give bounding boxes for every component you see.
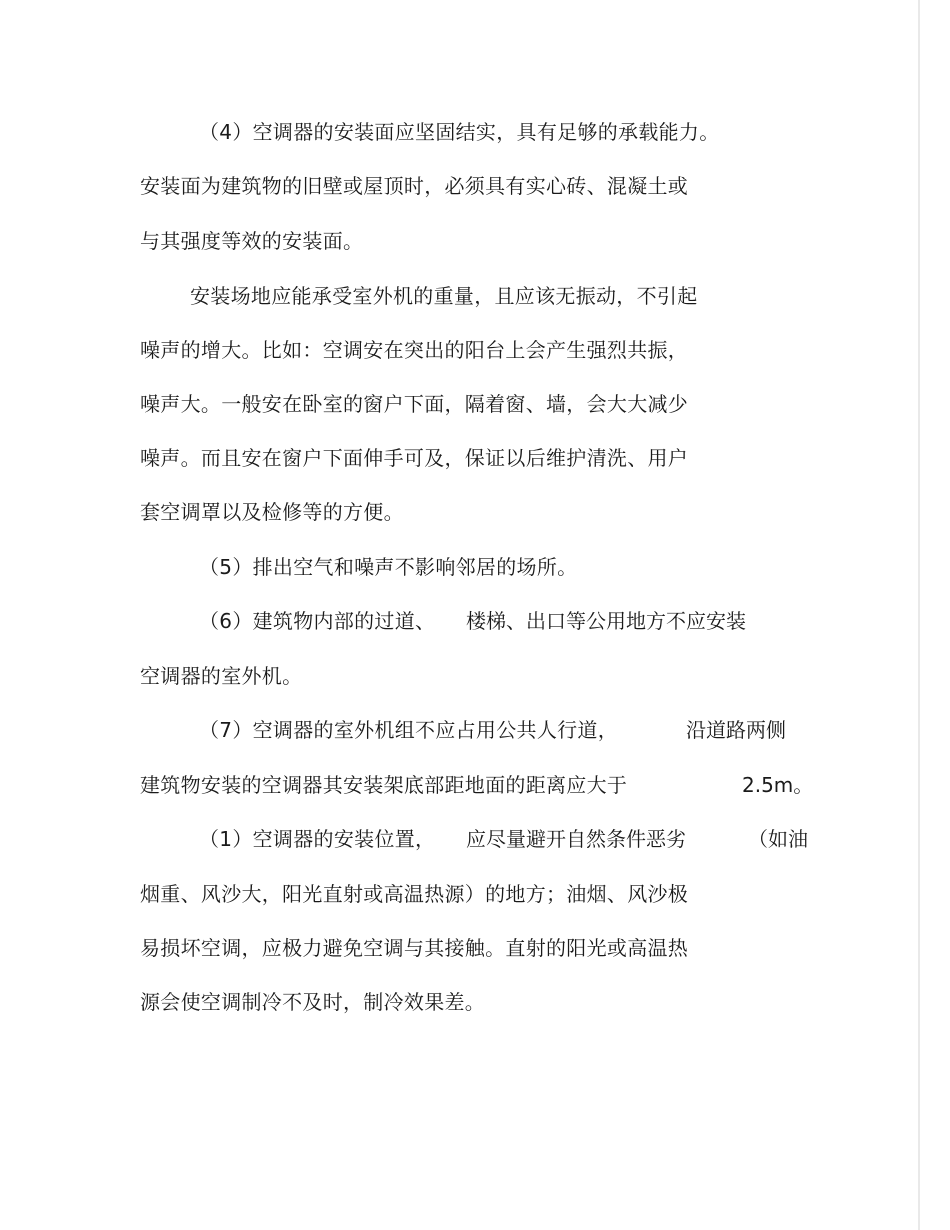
paragraph-1-line-1c: （如油: [748, 827, 808, 851]
paragraph-6-line-1a: （6）建筑物内部的过道、: [199, 609, 436, 633]
page-edge-divider: [918, 0, 920, 1230]
paragraph-1-line-1a: （1）空调器的安装位置，: [199, 827, 436, 851]
paragraph-1-line-3: 易损坏空调，应极力避免空调与其接触。直射的阳光或高温热: [140, 936, 689, 960]
paragraph-site-line-1: 安装场地应能承受室外机的重量，且应该无振动，不引起: [190, 284, 698, 308]
paragraph-6-line-2: 空调器的室外机。: [140, 664, 303, 688]
paragraph-site-line-5: 套空调罩以及检修等的方便。: [140, 500, 404, 524]
paragraph-1-line-4: 源会使空调制冷不及时，制冷效果差。: [140, 990, 486, 1014]
paragraph-7-line-1b: 沿道路两侧: [686, 718, 786, 742]
paragraph-4-line-2: 安装面为建筑物的旧壁或屋顶时，必须具有实心砖、混凝土或: [140, 174, 689, 198]
paragraph-7-line-1a: （7）空调器的室外机组不应占用公共人行道，: [199, 718, 619, 742]
paragraph-7-line-2a: 建筑物安装的空调器其安装架底部距地面的距离应大于: [140, 773, 628, 797]
paragraph-site-line-3: 噪声大。一般安在卧室的窗户下面，隔着窗、墙，会大大减少: [140, 392, 689, 416]
paragraph-1-line-2: 烟重、风沙大，阳光直射或高温热源）的地方；油烟、风沙极: [140, 882, 689, 906]
paragraph-6-line-1b: 楼梯、出口等公用地方不应安装: [466, 609, 746, 633]
paragraph-1-line-1b: 应尽量避开自然条件恶劣: [466, 827, 686, 851]
paragraph-7-line-2b: 2.5m。: [742, 773, 814, 797]
paragraph-site-line-4: 噪声。而且安在窗户下面伸手可及，保证以后维护清洗、用户: [140, 446, 689, 470]
paragraph-site-line-2: 噪声的增大。比如：空调安在突出的阳台上会产生强烈共振，: [140, 338, 689, 362]
paragraph-5-line-1: （5）排出空气和噪声不影响邻居的场所。: [199, 555, 578, 579]
paragraph-4-line-3: 与其强度等效的安装面。: [140, 229, 364, 253]
paragraph-4-line-1: （4）空调器的安装面应坚固结实，具有足够的承载能力。: [199, 120, 720, 144]
